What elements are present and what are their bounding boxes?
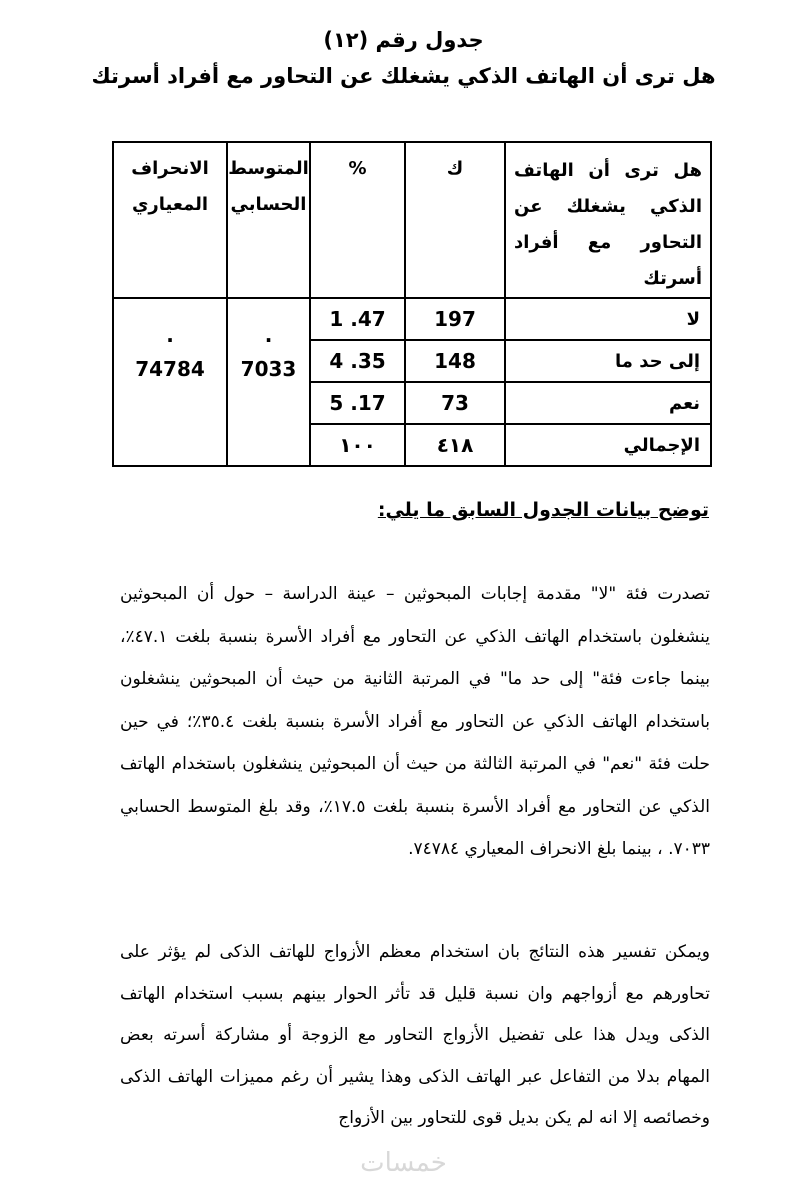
row-percent: 17. 5 [310,382,405,424]
row-percent: 35. 4 [310,340,405,382]
section-heading: توضح بيانات الجدول السابق ما يلي: [377,499,709,521]
row-percent: ١٠٠ [310,424,405,466]
std-dot: . [166,323,174,347]
paragraph-results: تصدرت فئة "لا" مقدمة إجابات المبحوثين – عينة الدراسة – حول أن المبحوثين ينشغلون باستخدام الهاتف الذكي عن التحاور مع أفراد الأسرة بنسبة بلغت ٤٧.١٪، بينما جاءت فئة" إلى حد ما" في المرتبة الثانية من حيث أن المبحوثين ينشغلون باستخدام الهاتف الذكي عن التحاور مع أفراد الأسرة بنسبة بلغت ٣٥.٤٪؛ في حين حلت فئة "نعم" في المرتبة الثالثة من حيث أن المبحوثين ينشغلون باستخدام الهاتف الذكي عن التحاور مع أفراد الأسرة بنسبة بلغت ١٧.٥٪، وقد بلغ المتوسط الحسابي ٧٠٣٣. ، بينما بلغ الانحراف المعياري ٧٤٧٨٤. [120,584,711,859]
std-cell [113,298,227,466]
table-number: جدول رقم (١٢) [323,28,484,52]
row-count: 73 [405,382,505,424]
row-count: 148 [405,340,505,382]
row-label: الإجمالي [505,424,711,466]
std-value: 74784 [135,357,205,381]
row-count: 197 [405,298,505,340]
row-label: لا [505,298,711,340]
header-count: ك [405,142,505,298]
table-row [113,298,711,340]
watermark: خمسات [360,1148,447,1178]
table-header-row [113,142,711,298]
paragraph-interpretation: ويمكن تفسير هذه النتائج بان استخدام معظم الأزواج للهاتف الذكى لم يؤثر على تحاورهم مع أزواجهم وان نسبة قليل قد تأثر الحوار بينهم بسبب استخدام الهاتف الذكى ويدل هذا على تفضيل الأزواج التحاور مع الزوجة أو مشاركة أسرته بعض المهام بدلا من التفاعل عبر الهاتف الذكى وهذا يشير أن رغم مميزات الهاتف الذكى وخصائصه إلا انه لم يكن بديل قوى للتحاور بين الأزواج [120,942,710,1128]
header-std: الانحراف المعياري [113,142,227,298]
header-mean: المتوسط الحسابي [227,142,310,298]
mean-dot: . [264,323,273,347]
mean-value: 7033 [240,357,297,381]
row-label: نعم [505,382,711,424]
row-percent: 47. 1 [310,298,405,340]
table-title: هل ترى أن الهاتف الذكي يشغلك عن التحاور مع أفراد أسرتك [91,64,716,88]
row-count: ٤١٨ [405,424,505,466]
header-percent: % [310,142,405,298]
row-label: إلى حد ما [505,340,711,382]
survey-table [112,141,712,467]
mean-cell [227,298,310,466]
header-question: هل ترى أن الهاتف الذكي يشغلك عن التحاور مع أفراد أسرتك [505,142,711,298]
